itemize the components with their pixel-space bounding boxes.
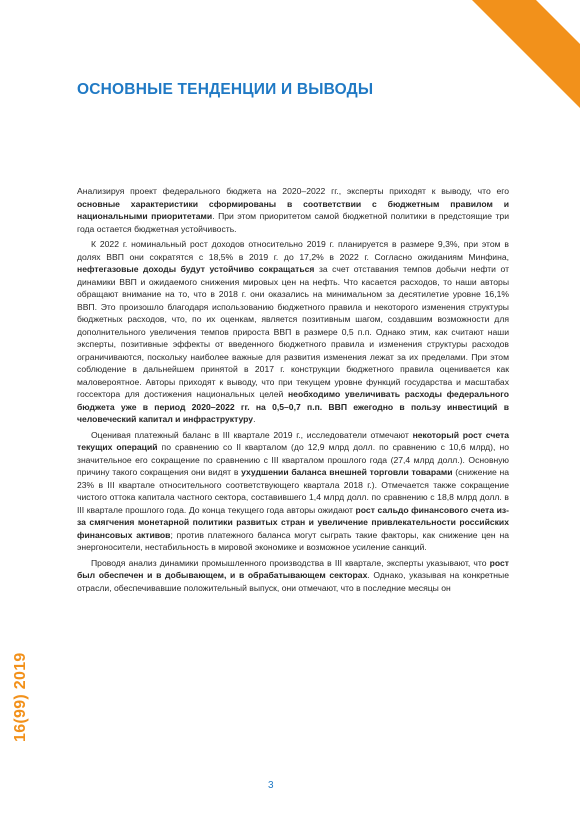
emphasis-text: нефтегазовые доходы будут устойчиво сокращаться: [77, 264, 315, 274]
emphasis-text: некоторый рост счета текущих операций: [77, 429, 509, 452]
emphasis-text: рост сальдо финансового счета из-за смягчения монетарной политики развитых стран и увеличение привлекательности российских финансовых активов: [77, 504, 509, 540]
corner-notch: [536, 0, 580, 44]
paragraph-4: [77, 557, 509, 595]
issue-label: 16(99) 2019: [12, 652, 29, 742]
paragraph-2: [77, 238, 509, 426]
emphasis-text: необходимо увеличивать расходы федерального бюджета уже в период 2020–2022 гг. на 0,5–0,7 п.п. ВВП ежегодно в пользу инвестиций в человеческий капитал и инфраструктуру: [77, 389, 509, 424]
paragraph-text: Анализируя проект федерального бюджета на 2020–2022 гг., эксперты приходят к выводу, что его: [77, 186, 509, 196]
emphasis-text: основные характеристики сформированы в соответствии с бюджетным правилом и национальными приоритетами: [77, 198, 509, 221]
paragraph-text: . При этом приоритетом самой бюджетной политики в предстоящие три года остается бюджетная устойчивость.: [77, 211, 509, 234]
body-text: [77, 185, 509, 594]
emphasis-text: рост был обеспечен и в добывающем, и в обрабатывающем секторах: [77, 557, 509, 580]
emphasis-text: ухудшении баланса внешней торговли товарами: [241, 467, 453, 477]
section-title: ОСНОВНЫЕ ТЕНДЕНЦИИ И ВЫВОДЫ: [77, 81, 374, 98]
paragraph-text: Проводя анализ динамики промышленного производства в III квартале, эксперты указывают, что: [91, 557, 490, 568]
paragraph-3: [77, 429, 509, 554]
paragraph-text: за счет отставания темпов добычи нефти от динамики ВВП и ожидаемого снижения мировых цен на нефть. Что касается расходов, то наши авторы обращают внимание на то, что в 2018 г. они оказались на минимальном за десятилетие уровне 16,1% ВВП. Это произошло благодаря использованию бюджетного правила и некоторого изменения структуры бюджетных расходов, что, по их оценкам, является позитивным шагом, создавшим возможности для дополнительного увеличения темпов прироста ВВП в размере 0,5 п.п. Однако этим, как считают наши эксперты, позитивные эффекты от введенного бюджетного правила и изменения структуры расходов ограничиваются, поскольку наиболее важные для развития изменения лежат за их пределами. При этом соблюдение в дальнейшем принятой в 2017 г. конструкции бюджетного правила оценивается как маловероятное. Авторы приходят к выводу, что при текущем уровне функций государства и масштабах госсектора для достижения национальных целей: [77, 264, 510, 399]
page-number: 3: [268, 780, 274, 791]
paragraph-text: (снижение на 23% в III квартале относительного соответствующего квартала 2018 г.). Отмечается также сокращение чистого оттока капитала частного сектора, составившего 1,4 млрд долл. по сравнению с 18,8 млрд долл. в III квартале прошлого года. До конца текущего года авторы ожидают: [77, 467, 510, 515]
paragraph-1: [77, 185, 509, 235]
paragraph-text: . Однако, указывая на конкретные отрасли, обеспечивавшие положительный выпуск, они отмечают, что в последние месяцы он: [77, 570, 509, 593]
paragraph-text: по сравнению со II кварталом (до 12,9 млрд долл. по сравнению с 10,6 млрд), но значительное его сокращение по сравнению с III кварталом прошлого года (27,4 млрд долл.). Основную причину такого сокращения они видят в: [77, 442, 509, 477]
paragraph-text: К 2022 г. номинальный рост доходов относительно 2019 г. планируется в размере 9,3%, при этом в долях ВВП они сократятся с 18,5% в 2019 г. до 17,2% в 2022 г. Согласно ожиданиям Минфина,: [77, 239, 509, 262]
paragraph-text: Оценивая платежный баланс в III квартале 2019 г., исследователи отмечают: [91, 429, 413, 440]
paragraph-text: ; против платежного баланса могут сыграть такие факторы, как снижение цен на энергоносители, нестабильность в мировой экономике и возможное усиление санкций.: [77, 529, 509, 552]
paragraph-text: .: [253, 414, 256, 424]
